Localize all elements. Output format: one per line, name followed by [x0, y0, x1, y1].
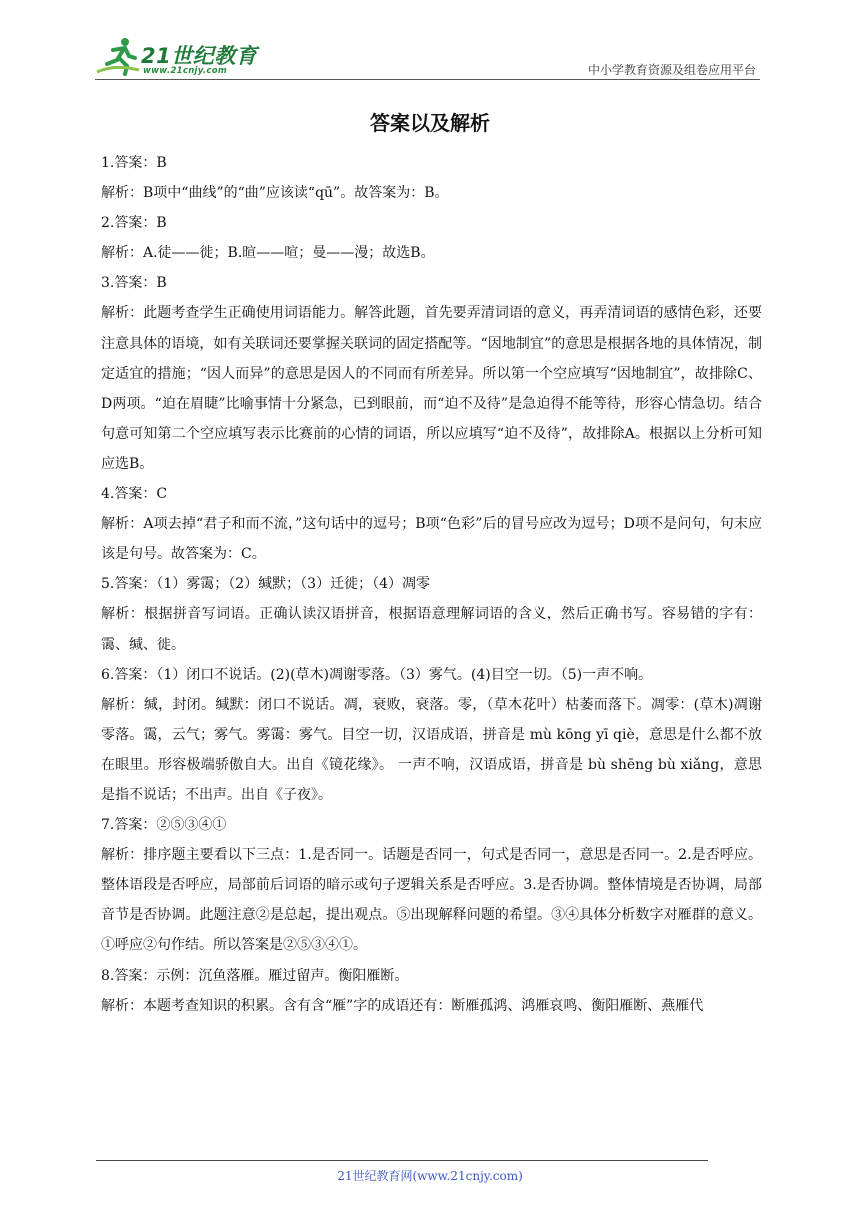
explanation-paragraph: 解析：B项中“曲线”的“曲”应该读“qū”。故答案为：B。: [101, 185, 449, 202]
logo-text: 21世纪教育: [141, 44, 258, 68]
answer-line: 3.答案：B: [101, 275, 167, 292]
explanation-paragraph: 解析：缄，封闭。缄默：闭口不说话。凋，衰败，衰落。零，（草木花叶）枯萎而落下。凋零：(草木)凋谢零落。霭，云气；雾气。雾霭：雾气。目空一切，汉语成语，拼音是 mù kōng yī qiè，意思是什么都不放在眼里。形容极端骄傲自大。出自《镜花缘》。 一声不响，汉语成语，拼音是 bù shēng bù xiǎng，意思是指不说话；不出声。出自《子夜》。: [101, 696, 762, 803]
answer-content: [101, 148, 762, 1021]
answer-line: 2.答案：B: [101, 215, 167, 232]
explanation-paragraph: 解析：排序题主要看以下三点：1.是否同一。话题是否同一，句式是否同一，意思是否同一。2.是否呼应。整体语段是否呼应，局部前后词语的暗示或句子逻辑关系是否呼应。3.是否协调。整体情境是否协调，局部音节是否协调。此题注意②是总起，提出观点。⑤出现解释问题的希望。③④具体分析数字对雁群的意义。①呼应②句作结。所以答案是②⑤③④①。: [101, 847, 762, 954]
answer-line: 8.答案：示例：沉鱼落雁。雁过留声。衡阳雁断。: [101, 967, 409, 984]
answer-line: 1.答案：B: [101, 155, 167, 171]
explanation-paragraph: 解析：A项去掉“君子和而不流，”这句话中的逗号；B项“色彩”后的冒号应改为逗号；D项不是问句，句末应该是句号。故答案为：C。: [101, 516, 762, 563]
page-header: [95, 30, 760, 80]
footer-divider: [96, 1160, 708, 1161]
answer-line: 5.答案：（1）雾霭；（2）缄默；（3）迁徙；（4）凋零: [101, 576, 430, 593]
runner-logo-icon: [95, 36, 141, 76]
header-divider: [95, 79, 760, 80]
explanation-paragraph: 解析：根据拼音写词语。正确认读汉语拼音，根据语意理解词语的含义，然后正确书写。容易错的字有：霭、缄、徙。: [101, 606, 762, 653]
site-logo[interactable]: [95, 36, 265, 78]
answer-line: 4.答案：C: [101, 486, 168, 503]
logo-url: www.21cnjy.com: [143, 66, 227, 76]
explanation-paragraph: 解析：本题考查知识的积累。含有含“雁”字的成语还有：断雁孤鸿、鸿雁哀鸣、衡阳雁断、燕雁代: [101, 997, 704, 1014]
page-title: 答案以及解析: [370, 111, 490, 135]
answer-line: 6.答案：（1）闭口不说话。(2)(草木)凋谢零落。（3）雾气。(4)目空一切。（5)一声不响。: [101, 666, 653, 683]
answer-line: 7.答案：②⑤③④①: [101, 817, 227, 834]
explanation-paragraph: 解析：此题考查学生正确使用词语能力。解答此题，首先要弄清词语的意义，再弄清词语的感情色彩，还要注意具体的语境，如有关联词还要掌握关联词的固定搭配等。“因地制宜”的意思是根据各地的具体情况，制定适宜的措施；“因人而异”的意思是因人的不同而有所差异。所以第一个空应填写“因地制宜”，故排除C、D两项。“迫在眉睫”比喻事情十分紧急，已到眼前，而“迫不及待”是急迫得不能等待，形容心情急切。结合句意可知第二个空应填写表示比赛前的心情的词语，所以应填写“迫不及待”，故排除A。根据以上分析可知应选B。: [101, 305, 762, 472]
platform-name: 中小学教育资源及组卷应用平台: [587, 63, 756, 77]
explanation-paragraph: 解析：A.徒——徙；B.暄——喧；曼——漫；故选B。: [101, 245, 435, 262]
footer-link[interactable]: 21世纪教育网(www.21cnjy.com): [337, 1169, 523, 1183]
